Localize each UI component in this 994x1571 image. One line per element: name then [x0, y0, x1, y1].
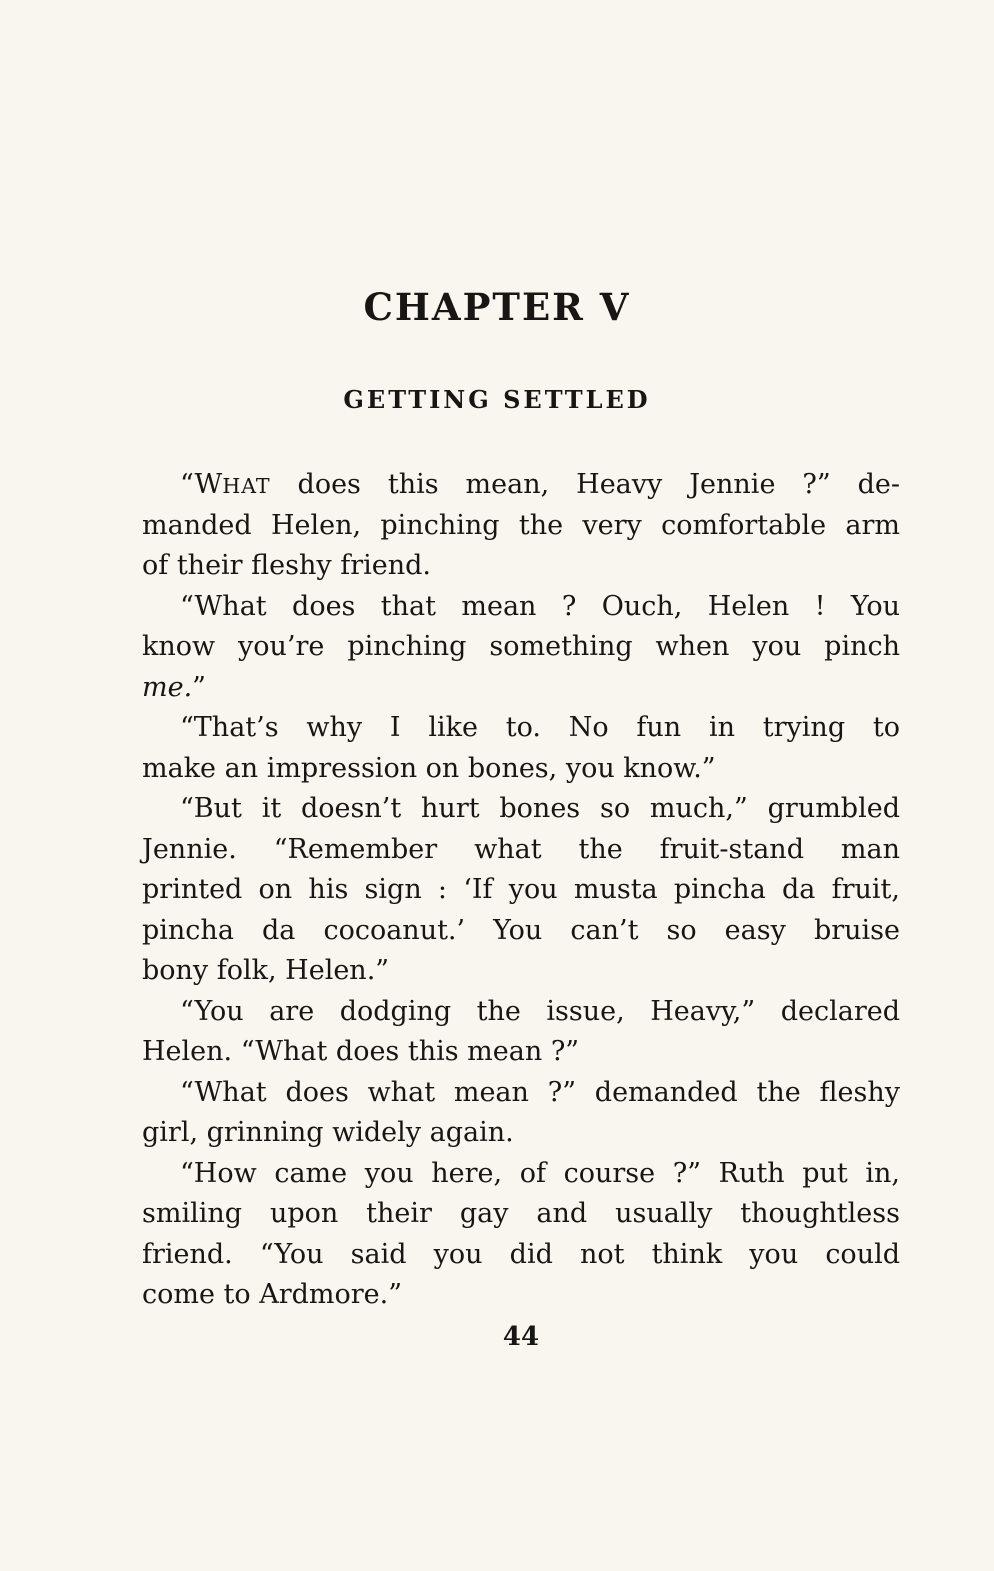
body-text [142, 465, 900, 1316]
text-line [142, 1113, 900, 1154]
text-segment: does this mean, Heavy Jennie ?” de- [270, 469, 900, 500]
text-segment-smallcaps: HAT [222, 474, 271, 498]
text-segment-italic: me. [142, 671, 193, 703]
paragraph [142, 1154, 900, 1316]
text-segment: pincha da cocoanut.’ You can’t so easy bruise [142, 914, 900, 946]
text-segment: “That’s why I like to. No fun in trying to [180, 712, 900, 743]
text-segment: printed on his sign : ‘If you musta pincha da fruit, [142, 874, 900, 905]
text-segment: “But it doesn’t hurt bones so much,” grumbled [180, 793, 900, 824]
text-line [142, 992, 900, 1033]
paragraph [142, 708, 900, 789]
text-segment: Jennie. “Remember what the fruit-stand man [142, 833, 900, 865]
text-segment: girl, grinning widely again. [142, 1117, 514, 1148]
text-line [142, 1194, 900, 1235]
text-line [142, 1235, 900, 1276]
text-segment: ” [192, 671, 206, 703]
text-segment: Helen. “What does this mean ?” [142, 1036, 580, 1067]
text-segment: “What does what mean ?” demanded the fleshy [180, 1076, 900, 1108]
text-line [142, 668, 900, 709]
text-line [142, 830, 900, 871]
text-line [142, 1032, 900, 1073]
text-line [142, 951, 900, 992]
text-line [142, 1073, 900, 1114]
section-heading: GETTING SETTLED [343, 385, 651, 414]
text-segment: “You are dodging the issue, Heavy,” declared [180, 995, 900, 1027]
text-line [142, 1275, 900, 1316]
text-line [142, 870, 900, 911]
paragraph [142, 1073, 900, 1154]
text-segment: bony folk, Helen.” [142, 955, 390, 986]
paragraph [142, 789, 900, 992]
text-line [142, 587, 900, 628]
text-line [142, 506, 900, 547]
text-segment: manded Helen, pinching the very comfortable arm [142, 509, 900, 541]
text-line [142, 627, 900, 668]
text-line [142, 789, 900, 830]
page-number: 44 [502, 1321, 540, 1352]
text-line [142, 546, 900, 587]
text-line [142, 1154, 900, 1195]
chapter-heading: CHAPTER V [363, 285, 631, 329]
text-line [142, 911, 900, 952]
text-segment: make an impression on bones, you know.” [142, 752, 716, 784]
text-segment: “What does that mean ? Ouch, Helen ! You [180, 590, 900, 622]
text-segment: “How came you here, of course ?” Ruth put in, [180, 1157, 900, 1189]
text-segment: smiling upon their gay and usually thoughtless [142, 1198, 900, 1229]
text-segment: friend. “You said you did not think you could [142, 1238, 900, 1270]
paragraph [142, 992, 900, 1073]
text-line [142, 465, 900, 506]
text-line [142, 749, 900, 790]
paragraph [142, 587, 900, 709]
text-segment: come to Ardmore.” [142, 1279, 403, 1310]
text-line [142, 708, 900, 749]
text-segment: of their fleshy friend. [142, 550, 432, 581]
text-segment: “W [180, 469, 223, 500]
paragraph [142, 465, 900, 587]
text-segment: know you’re pinching something when you pinch [142, 631, 900, 662]
